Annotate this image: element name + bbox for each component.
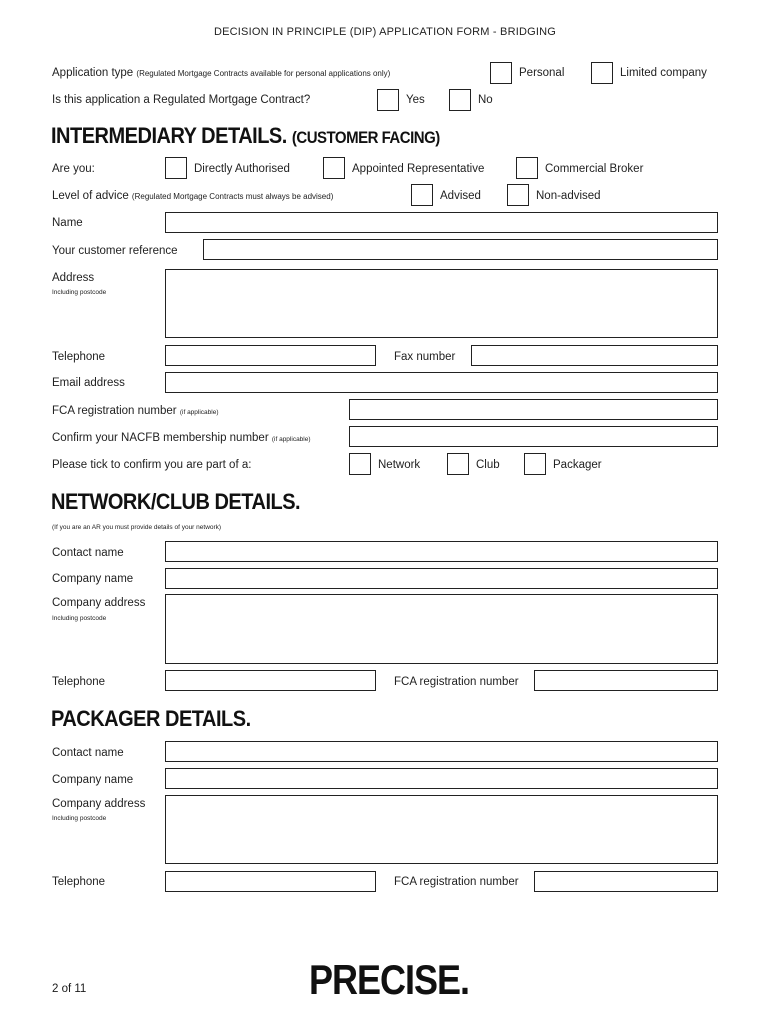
intermediary-heading-sub: (CUSTOMER FACING) <box>291 128 440 148</box>
part-of-label: Please tick to confirm you are part of a: <box>52 459 252 471</box>
advised-label: Advised <box>440 190 481 202</box>
packager-telephone-input[interactable] <box>165 871 376 892</box>
commercial-broker-checkbox[interactable] <box>516 157 538 179</box>
packager-heading: PACKAGER DETAILS. <box>51 707 251 732</box>
advised-checkbox[interactable] <box>411 184 433 206</box>
address-textarea[interactable] <box>165 269 718 338</box>
nacfb-row <box>52 431 311 447</box>
fca-label: FCA registration number <box>52 405 177 417</box>
packager-company-label: Company name <box>52 774 134 786</box>
intermediary-heading <box>51 124 440 150</box>
fax-input[interactable] <box>471 345 718 366</box>
telephone-input[interactable] <box>165 345 376 366</box>
nacfb-label: Confirm your NACFB membership number <box>52 432 269 444</box>
advice-label: Level of advice <box>52 190 129 202</box>
packager-checkbox[interactable] <box>524 453 546 475</box>
advice-row <box>52 189 333 204</box>
network-fca-input[interactable] <box>534 670 718 691</box>
packager-fca-label: FCA registration number <box>394 876 519 888</box>
non-advised-checkbox[interactable] <box>507 184 529 206</box>
network-address-note: Including postcode <box>52 615 107 622</box>
personal-label: Personal <box>519 67 565 79</box>
network-label: Network <box>378 459 421 471</box>
nacfb-input[interactable] <box>349 426 718 447</box>
non-advised-label: Non-advised <box>536 190 601 202</box>
packager-telephone-label: Telephone <box>52 876 106 888</box>
packager-address-note: Including postcode <box>52 815 107 822</box>
advice-note: (Regulated Mortgage Contracts must always be advised) <box>131 192 334 201</box>
limited-company-checkbox[interactable] <box>591 62 613 84</box>
name-label: Name <box>52 217 83 229</box>
regulated-no-checkbox[interactable] <box>449 89 471 111</box>
name-input[interactable] <box>165 212 718 233</box>
network-checkbox[interactable] <box>349 453 371 475</box>
directly-authorised-label: Directly Authorised <box>194 163 290 175</box>
application-type-label: Application type <box>52 67 134 79</box>
network-contact-input[interactable] <box>165 541 718 562</box>
network-company-input[interactable] <box>165 568 718 589</box>
commercial-broker-label: Commercial Broker <box>545 163 644 175</box>
appointed-representative-checkbox[interactable] <box>323 157 345 179</box>
club-label: Club <box>476 459 500 471</box>
appointed-representative-label: Appointed Representative <box>352 163 485 175</box>
network-fca-label: FCA registration number <box>394 676 519 688</box>
regulated-yes-label: Yes <box>406 94 425 106</box>
form-title: DECISION IN PRINCIPLE (DIP) APPLICATION FORM - BRIDGING <box>213 26 557 38</box>
packager-label: Packager <box>553 459 602 471</box>
customer-ref-label: Your customer reference <box>52 245 178 257</box>
nacfb-note: (if applicable) <box>271 436 311 443</box>
network-contact-label: Contact name <box>52 547 124 559</box>
address-label: Address <box>52 272 95 284</box>
regulated-yes-checkbox[interactable] <box>377 89 399 111</box>
are-you-label: Are you: <box>52 163 95 175</box>
network-address-label: Company address <box>52 597 146 609</box>
network-address-textarea[interactable] <box>165 594 718 664</box>
fca-note: (if applicable) <box>179 409 219 416</box>
application-type-note: (Regulated Mortgage Contracts available for personal applications only) <box>136 69 391 78</box>
telephone-label: Telephone <box>52 351 106 363</box>
packager-contact-label: Contact name <box>52 747 124 759</box>
regulated-no-label: No <box>478 94 493 106</box>
customer-ref-input[interactable] <box>203 239 718 260</box>
club-checkbox[interactable] <box>447 453 469 475</box>
limited-company-label: Limited company <box>620 67 707 79</box>
email-label: Email address <box>52 377 125 389</box>
network-company-label: Company name <box>52 573 134 585</box>
precise-logo: PRECISE. <box>309 956 470 1004</box>
packager-address-label: Company address <box>52 798 146 810</box>
packager-contact-input[interactable] <box>165 741 718 762</box>
personal-checkbox[interactable] <box>490 62 512 84</box>
fax-label: Fax number <box>394 351 456 363</box>
packager-company-input[interactable] <box>165 768 718 789</box>
network-note: (If you are an AR you must provide details of your network) <box>52 524 222 531</box>
network-telephone-input[interactable] <box>165 670 376 691</box>
fca-input[interactable] <box>349 399 718 420</box>
network-telephone-label: Telephone <box>52 676 106 688</box>
packager-address-textarea[interactable] <box>165 795 718 864</box>
intermediary-heading-text: INTERMEDIARY DETAILS. <box>51 124 287 149</box>
page-number: 2 of 11 <box>52 983 87 995</box>
fca-row <box>52 404 219 420</box>
application-type-row <box>52 66 390 81</box>
packager-fca-input[interactable] <box>534 871 718 892</box>
network-heading: NETWORK/CLUB DETAILS. <box>51 490 301 515</box>
directly-authorised-checkbox[interactable] <box>165 157 187 179</box>
address-note: Including postcode <box>52 289 107 296</box>
email-input[interactable] <box>165 372 718 393</box>
regulated-question: Is this application a Regulated Mortgage Contract? <box>52 94 311 106</box>
